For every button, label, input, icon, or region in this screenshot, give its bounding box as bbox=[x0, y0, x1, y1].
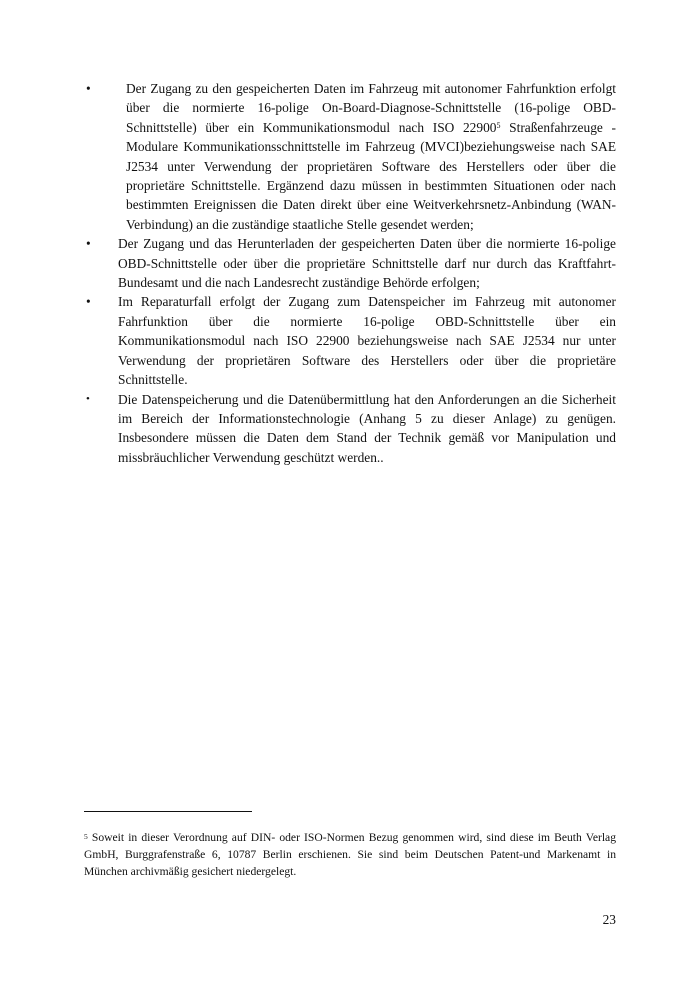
list-item bbox=[84, 390, 616, 468]
list-item bbox=[84, 234, 616, 292]
list-item-text: Die Datenspeicherung und die Datenübermittlung hat den Anforderungen an die Sicherheit im Bereich der Informationstechnologie (Anhang 5 zu dieser Anlage) zu genügen. Insbesondere müssen die Daten dem Stand der Technik gemäß vor Manipulation und missbräuchlicher Verwendung geschützt werden.. bbox=[118, 391, 616, 465]
page-number: 23 bbox=[602, 912, 616, 927]
bullet-icon: • bbox=[86, 294, 91, 310]
footnote bbox=[84, 829, 616, 880]
list-item-text: Der Zugang und das Herunterladen der gespeicherten Daten über die normierte 16-polige OBD-Schnittstelle oder über die proprietäre Schnittstelle darf nur durch das Kraftfahrt-Bundesamt und die nach Landesrecht zuständige Behörde erfolgen; bbox=[118, 236, 616, 291]
footnote-separator bbox=[84, 811, 252, 812]
bullet-icon: • bbox=[86, 392, 90, 405]
bullet-icon: • bbox=[86, 81, 91, 96]
list-item-text-part: Der Zugang zu den gespeicherten Daten im Fahrzeug mit autonomer Fahrfunktion erfolgt über die normierte 16-polige On-Board-Diagnose-Schnittstelle (16-polige OBD-Schnittstelle) über ein Kommunikationsmodul nach ISO 22900 bbox=[126, 81, 616, 135]
footnote-reference[interactable]: 5 bbox=[496, 120, 501, 130]
list-item-text: Im Reparaturfall erfolgt der Zugang zum Datenspeicher im Fahrzeug mit autonomer Fahrfunktion über die normierte 16-polige OBD-Schnittstelle über ein Kommunikationsmodul nach ISO 22900 beziehungsweise nach SAE J2534 nur unter Verwendung der proprietären Software des Herstellers oder über die proprietäre Schnittstelle. bbox=[118, 294, 616, 388]
bullet-list bbox=[84, 79, 616, 467]
bullet-icon: • bbox=[86, 236, 91, 252]
footnote-text: Soweit in dieser Verordnung auf DIN- oder ISO-Normen Bezug genommen wird, sind diese im Beuth Verlag GmbH, Burggrafenstraße 6, 10787 Berlin erschienen. Sie sind beim Deutschen Patent-und Markenamt in München archivmäßig gesichert niedergelegt. bbox=[84, 831, 616, 878]
list-item bbox=[84, 79, 616, 234]
footnote-marker: 5 bbox=[84, 832, 88, 841]
list-item-text-part: Straßenfahrzeuge - Modulare Kommunikationsschnittstelle im Fahrzeug (MVCI)beziehungsweise nach SAE J2534 unter Verwendung der proprietären Software des Herstellers oder über die proprietäre Schnittstelle. Ergänzend dazu müssen in bestimmten Situationen oder nach bestimmten Ereignissen die Daten direkt über eine Weitverkehrsnetz-Anbindung (WAN-Verbindung) an die zuständige staatliche Stelle gesendet werden; bbox=[126, 119, 616, 232]
list-item-text bbox=[126, 79, 616, 234]
list-item bbox=[84, 292, 616, 389]
